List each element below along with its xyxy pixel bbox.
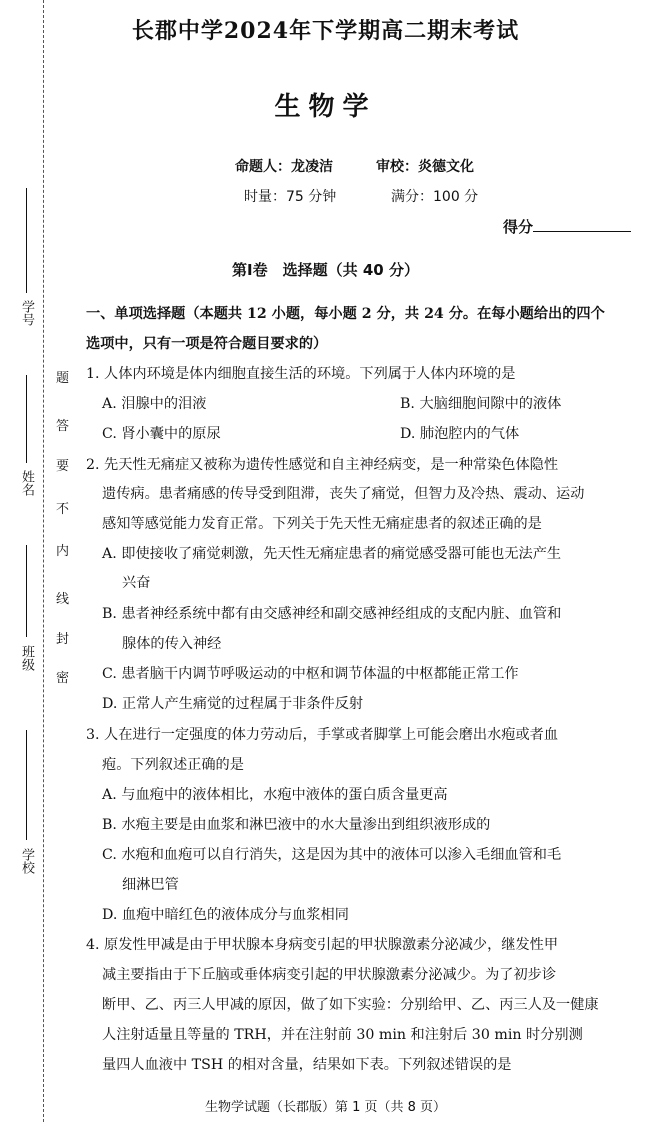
q2-option-c[interactable]: C. 患者脑干内调节呼吸运动的中枢和调节体温的中枢都能正常工作 <box>102 666 519 682</box>
q2-option-b[interactable]: B. 患者神经系统中都有由交感神经和副交感神经组成的支配内脏、血管和 <box>102 606 562 622</box>
q3-stem: 疱。下列叙述正确的是 <box>102 757 244 773</box>
q1-option-d[interactable]: D. 肺泡腔内的气体 <box>400 426 520 442</box>
q1-option-a[interactable]: A. 泪腺中的泪液 <box>102 396 207 412</box>
q3-stem: 3. 人在进行一定强度的体力劳动后，手掌或者脚掌上可能会磨出水疱或者血 <box>86 727 559 743</box>
seal-char: 答 <box>56 419 70 434</box>
reviewer-name: 炎德文化 <box>418 159 474 175</box>
reviewer-label: 审校： <box>376 159 418 175</box>
q2-option-a-cont: 兴奋 <box>122 575 151 591</box>
q2-stem: 感知等感觉能力发育正常。下列关于先天性无痛症患者的叙述正确的是 <box>102 516 542 532</box>
time-limit: 时量：75 分钟 <box>244 189 337 205</box>
instructions-line: 一、单项选择题（本题共 12 小题，每小题 2 分，共 24 分。在每小题给出的四个 <box>86 306 605 322</box>
seal-char: 不 <box>56 502 70 517</box>
q1-option-b[interactable]: B. 大脑细胞间隙中的液体 <box>400 396 562 412</box>
author-name: 龙凌洁 <box>291 159 333 175</box>
class-blank[interactable] <box>20 545 27 637</box>
name-label: 姓名 <box>19 470 34 496</box>
author-label: 命题人： <box>235 159 291 175</box>
seal-char: 要 <box>56 459 70 474</box>
q4-stem: 人注射适量且等量的 TRH，并在注射前 30 min 和注射后 30 min 时分别测 <box>102 1027 583 1043</box>
seal-char: 线 <box>56 592 70 607</box>
seal-char: 密 <box>56 671 70 686</box>
instructions-line: 选项中，只有一项是符合题目要求的） <box>86 336 328 352</box>
q4-stem: 量四人血液中 TSH 的相对含量，结果如下表。下列叙述错误的是 <box>102 1057 512 1073</box>
school-blank[interactable] <box>20 730 27 840</box>
author-line <box>235 156 333 176</box>
q3-option-c[interactable]: C. 水疱和血疱可以自行消失，这是因为其中的液体可以渗入毛细血管和毛 <box>102 847 562 863</box>
exam-title: 长郡中学2024年下学期高二期末考试 <box>131 18 520 44</box>
reviewer-line <box>376 156 474 176</box>
q3-option-d[interactable]: D. 血疱中暗红色的液体成分与血浆相同 <box>102 907 349 923</box>
q4-stem: 断甲、乙、丙三人甲减的原因，做了如下实验：分别给甲、乙、丙三人及一健康 <box>102 997 599 1013</box>
page-footer: 生物学试题（长郡版）第 1 页（共 8 页） <box>204 1100 447 1115</box>
q4-stem: 减主要指由于下丘脑或垂体病变引起的甲状腺激素分泌减少。为了初步诊 <box>102 967 557 983</box>
q2-stem: 遗传病。患者痛感的传导受到阻滞，丧失了痛觉，但智力及冷热、震动、运动 <box>102 486 585 502</box>
q2-option-d[interactable]: D. 正常人产生痛觉的过程属于非条件反射 <box>102 696 364 712</box>
seal-char: 题 <box>56 371 70 386</box>
q3-option-b[interactable]: B. 水疱主要是由血浆和淋巴液中的水大量渗出到组织液形成的 <box>102 817 491 833</box>
score-box <box>503 214 631 237</box>
q1-stem: 1. 人体内环境是体内细胞直接生活的环境。下列属于人体内环境的是 <box>86 366 516 382</box>
q2-option-a[interactable]: A. 即使接收了痛觉刺激，先天性无痛症患者的痛觉感受器可能也无法产生 <box>102 546 562 562</box>
subject-title: 生物学 <box>274 92 377 122</box>
student-id-label: 学号 <box>19 300 34 326</box>
q1-option-c[interactable]: C. 肾小囊中的原尿 <box>102 426 221 442</box>
q3-option-a[interactable]: A. 与血疱中的液体相比，水疱中液体的蛋白质含量更高 <box>102 787 448 803</box>
q2-stem: 2. 先天性无痛症又被称为遗传性感觉和自主神经病变，是一种常染色体隐性 <box>86 457 559 473</box>
q2-option-b-cont: 腺体的传入神经 <box>122 636 222 652</box>
q4-stem: 4. 原发性甲减是由于甲状腺本身病变引起的甲状腺激素分泌减少，继发性甲 <box>86 937 559 953</box>
seal-char: 封 <box>56 632 70 647</box>
seal-char: 内 <box>56 544 70 559</box>
score-label: 得分 <box>503 218 534 236</box>
binding-dashed-line <box>43 0 44 1122</box>
name-blank[interactable] <box>20 375 27 463</box>
section-title: 第Ⅰ卷 选择题（共 40 分） <box>232 261 419 279</box>
class-label: 班级 <box>19 645 34 671</box>
q3-option-c-cont: 细淋巴管 <box>122 877 179 893</box>
school-label: 学校 <box>19 848 34 874</box>
score-blank[interactable] <box>533 214 631 232</box>
full-score: 满分：100 分 <box>391 189 479 205</box>
